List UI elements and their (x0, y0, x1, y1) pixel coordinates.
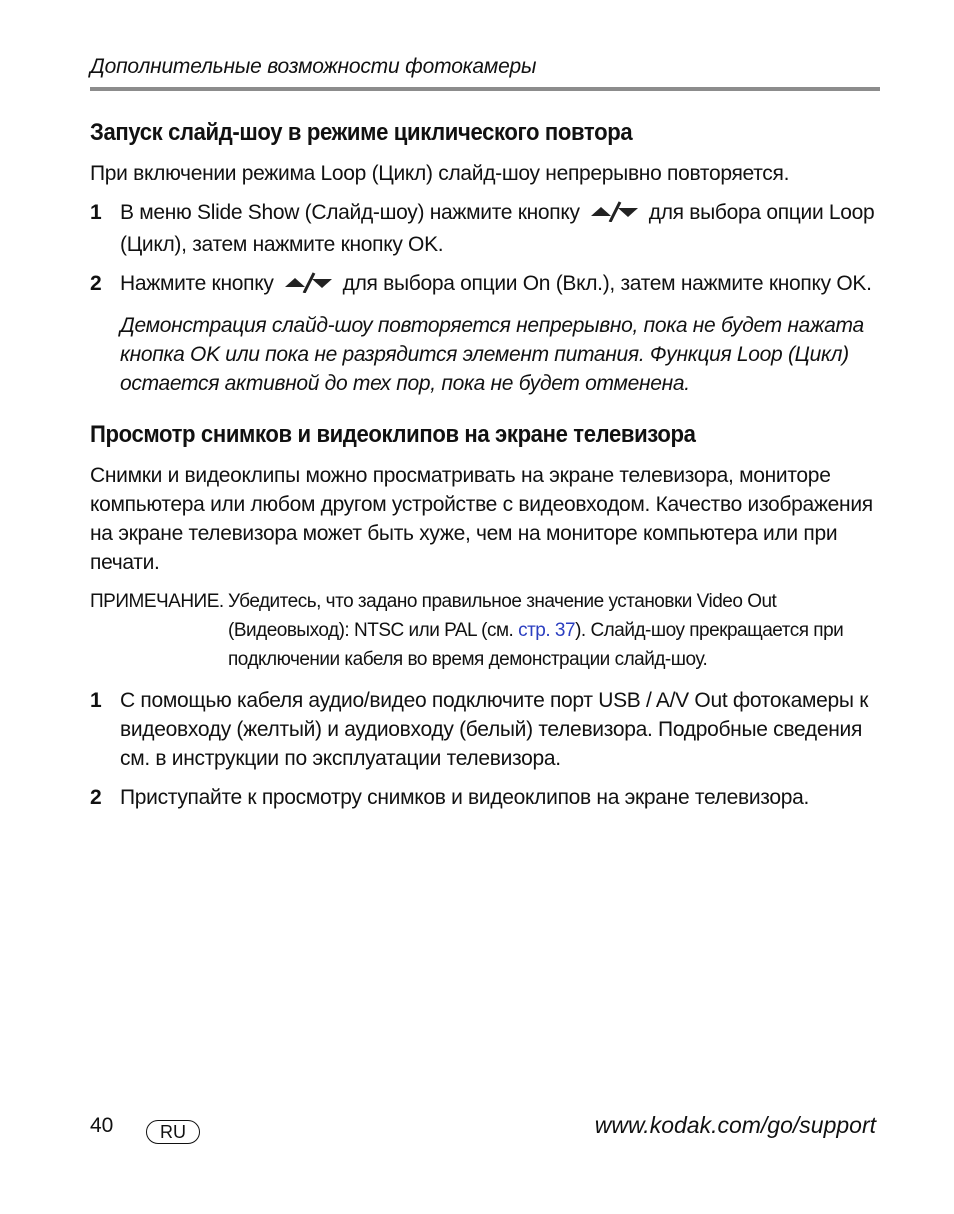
language-badge: RU (146, 1120, 200, 1144)
section-title-loop: Запуск слайд-шоу в режиме циклического повтора (90, 119, 633, 146)
step-text-before: Нажмите кнопку (120, 272, 274, 295)
section-intro-loop: При включении режима Loop (Цикл) слайд-шоу непрерывно повторяется. (90, 162, 790, 185)
page-content (90, 118, 880, 822)
page-reference-link[interactable]: стр. 37 (518, 620, 576, 641)
step-2-loop (90, 269, 880, 301)
step-number: 1 (90, 689, 102, 712)
section-title-tv: Просмотр снимков и видеоклипов на экране телевизора (90, 421, 696, 448)
header-divider (90, 87, 880, 91)
chapter-header: Дополнительные возможности фотокамеры (90, 55, 537, 78)
step-text-after: для выбора опции Loop (Цикл), затем нажмите кнопку OK. (120, 201, 875, 256)
section-intro-tv: Снимки и видеоклипы можно просматривать на экране телевизора, мониторе компьютера или любом другом устройстве с видеовходом. Качество изображения на экране телевизора может быть хуже, чем на мониторе компьютера или при печати. (90, 464, 873, 574)
step-text: С помощью кабеля аудио/видео подключите порт USB / A/V Out фотокамеры к видеовходу (желтый) и аудиовходу (белый) телевизора. Подробные сведения см. в инструкции по эксплуатации телевизора. (120, 689, 869, 770)
up-down-arrow-icon (283, 271, 333, 301)
note-text-after: ). Слайд-шоу прекращается при подключении кабеля во время демонстрации слайд-шоу. (228, 620, 844, 670)
step-result-loop: Демонстрация слайд-шоу повторяется непрерывно, пока не будет нажата кнопка OK или пока не разрядится элемент питания. Функция Loop (Цикл) остается активной до тех пор, пока не будет отменена. (120, 314, 864, 395)
step-text: Приступайте к просмотру снимков и видеоклипов на экране телевизора. (120, 786, 810, 809)
step-2-tv (90, 783, 880, 812)
note-block (90, 587, 880, 674)
support-url: www.kodak.com/go/support (594, 1112, 876, 1138)
page-number: 40 (90, 1114, 114, 1137)
note-label: ПРИМЕЧАНИЕ. (90, 591, 224, 612)
step-number: 2 (90, 272, 102, 295)
step-number: 2 (90, 786, 102, 809)
step-1-loop (90, 198, 880, 259)
step-1-tv (90, 686, 880, 773)
step-number: 1 (90, 201, 102, 224)
step-text-after: для выбора опции On (Вкл.), затем нажмите кнопку OK. (342, 272, 872, 295)
note-text-before: Убедитесь, что задано правильное значение установки Video Out (Видеовыход): NTSC или PAL (см. (228, 591, 777, 641)
step-text-before: В меню Slide Show (Слайд-шоу) нажмите кнопку (120, 201, 580, 224)
up-down-arrow-icon (589, 200, 639, 230)
